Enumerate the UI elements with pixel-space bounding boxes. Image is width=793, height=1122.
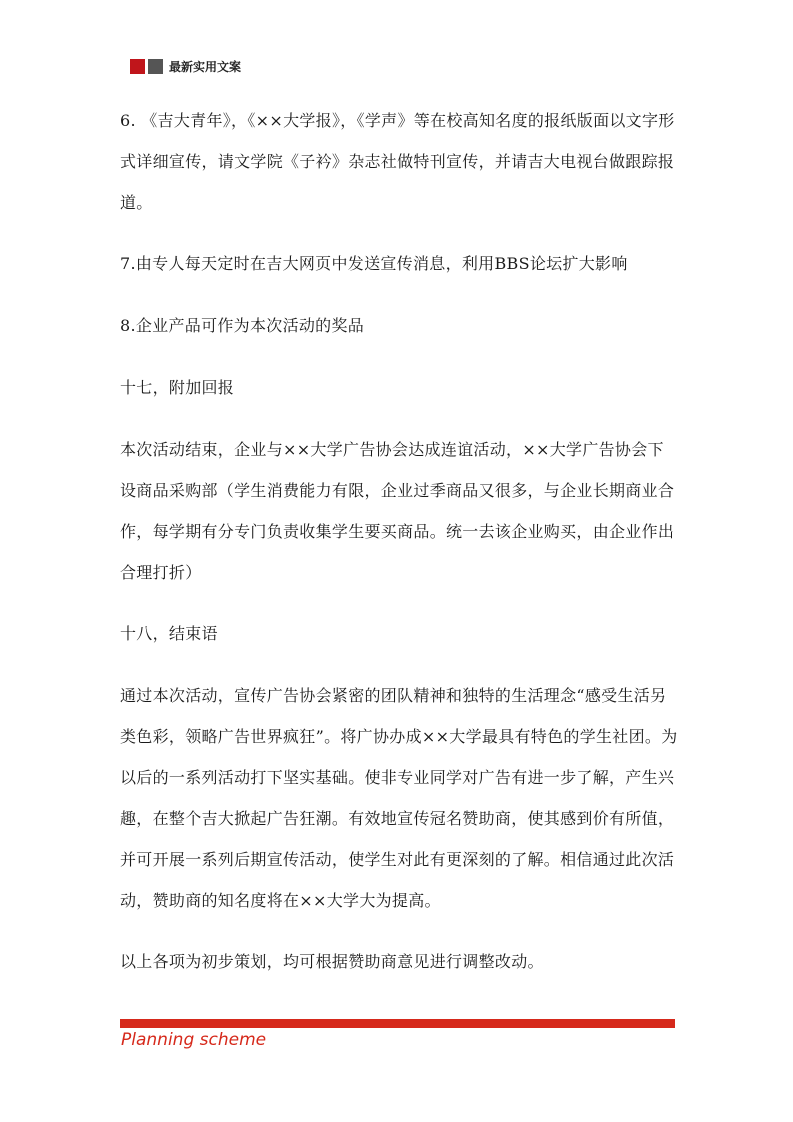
paragraph-closing: 以上各项为初步策划，均可根据赞助商意见进行调整改动。 [120, 952, 544, 971]
footer-divider [120, 1019, 675, 1028]
section-heading-18: 十八，结束语 [120, 624, 218, 643]
paragraph-additional-returns: 本次活动结束，企业与××大学广告协会达成连谊活动，××大学广告协会下设商品采购部（学生消费能力有限，企业过季商品又很多，与企业长期商业合作，每学期有分专门负责收集学生要买商品。统一去该企业购买，由企业作出合理打折） [120, 440, 675, 582]
logo-red-square [130, 59, 145, 74]
header-title: 最新实用文案 [169, 60, 242, 74]
paragraph-item-7: 7.由专人每天定时在吉大网页中发送宣传消息，利用BBS论坛扩大影响 [120, 254, 628, 273]
paragraph-item-8: 8.企业产品可作为本次活动的奖品 [120, 316, 365, 335]
paragraph-conclusion: 通过本次活动，宣传广告协会紧密的团队精神和独特的生活理念“感受生活另类色彩，领略广告世界疯狂”。将广协办成××大学最具有特色的学生社团。为以后的一系列活动打下坚实基础。使非专业同学对广告有进一步了解，产生兴趣，在整个吉大掀起广告狂潮。有效地宣传冠名赞助商，使其感到价有所值，并可开展一系列后期宣传活动，使学生对此有更深刻的了解。相信通过此次活动，赞助商的知名度将在××大学大为提高。 [120, 686, 678, 910]
logo-gray-square [148, 59, 163, 74]
section-heading-17: 十七，附加回报 [120, 378, 235, 397]
page-header [130, 58, 241, 75]
footer-label: Planning scheme [121, 1030, 267, 1050]
document-body [120, 100, 680, 1003]
paragraph-item-6: 6. 《吉大青年》，《××大学报》，《学声》等在校高知名度的报纸版面以文字形式详细宣传，请文学院《子衿》杂志社做特刊宣传，并请吉大电视台做跟踪报道。 [120, 111, 675, 212]
